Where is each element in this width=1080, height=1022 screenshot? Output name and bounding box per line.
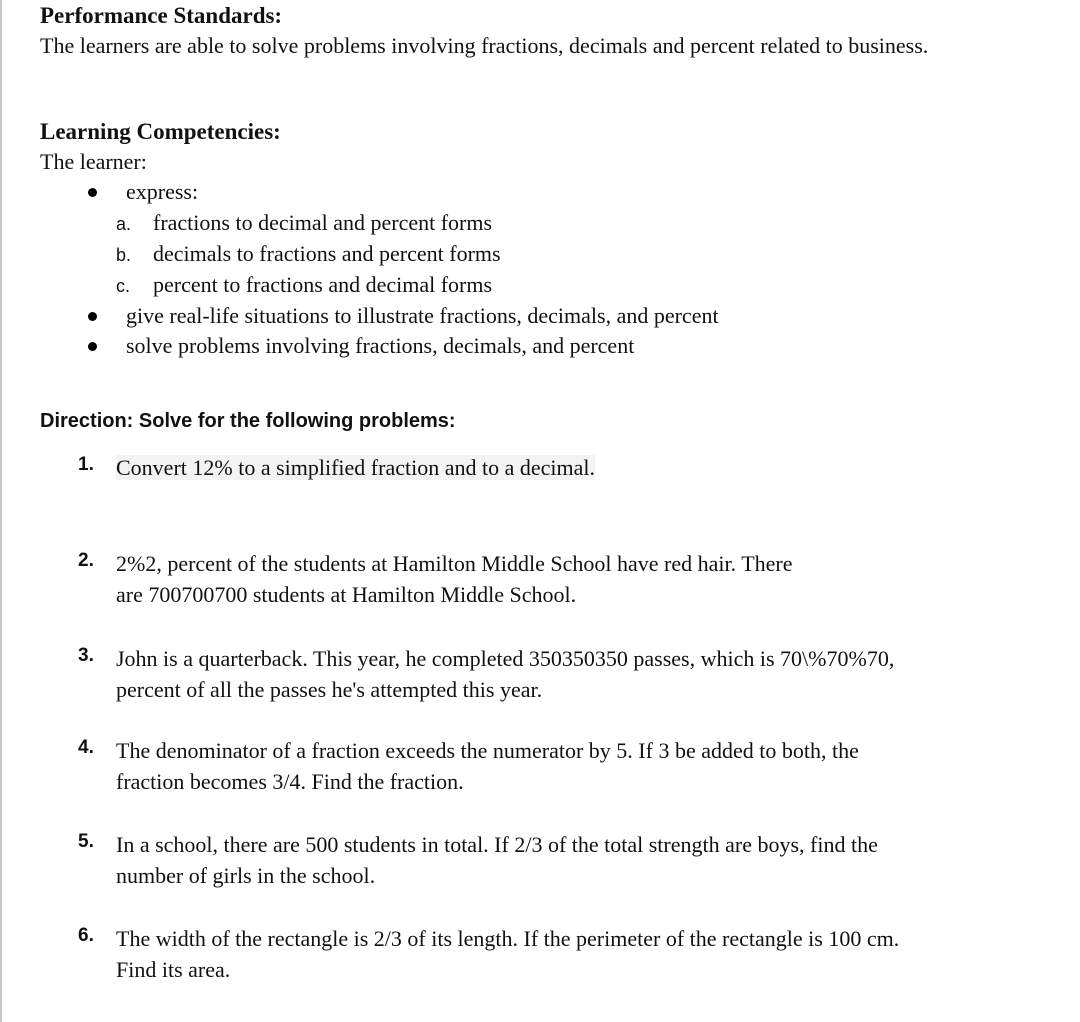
performance-standards-heading: Performance Standards:	[40, 3, 283, 28]
problem-text-line: fraction becomes 3/4. Find the fraction.	[116, 769, 464, 794]
problem-text	[116, 643, 1036, 705]
sub-item-text: fractions to decimal and percent forms	[153, 210, 493, 235]
problem-text-line: number of girls in the school.	[116, 863, 376, 888]
bullet-dot-icon	[88, 342, 97, 351]
problem-text-line: Convert 12% to a simplified fraction and to a decimal.	[116, 455, 595, 480]
problem-text-line: are 700700700 students at Hamilton Middle School.	[116, 582, 577, 607]
sub-item-text: decimals to fractions and percent forms	[153, 241, 501, 266]
problem-number: 6.	[78, 925, 94, 946]
bullet-dot-icon	[88, 312, 97, 321]
bullet-dot-icon	[88, 188, 97, 197]
problem-text	[116, 452, 1036, 483]
problem-number: 3.	[78, 645, 94, 666]
problem-text-line: Find its area.	[116, 957, 231, 982]
problem-number: 4.	[78, 737, 94, 758]
performance-standards-text: The learners are able to solve problems involving fractions, decimals and percent related to business.	[40, 33, 929, 58]
problem-text-line: percent of all the passes he's attempted this year.	[116, 677, 543, 702]
problem-text-line: The denominator of a fraction exceeds the numerator by 5. If 3 be added to both, the	[116, 738, 859, 763]
sub-item-letter: b.	[116, 245, 132, 265]
competency-bullet-text: express:	[126, 179, 199, 204]
problem-number: 2.	[78, 550, 94, 571]
competency-bullet-text: solve problems involving fractions, decimals, and percent	[126, 333, 635, 358]
competency-bullet-text: give real-life situations to illustrate fractions, decimals, and percent	[126, 303, 719, 328]
sub-item-letter: a.	[116, 214, 132, 234]
direction-heading: Direction: Solve for the following problems:	[40, 410, 456, 432]
problem-text-line: In a school, there are 500 students in total. If 2/3 of the total strength are boys, find the	[116, 832, 878, 857]
problem-text-line: 2%2, percent of the students at Hamilton Middle School have red hair. There	[116, 551, 793, 576]
problem-text	[116, 829, 1036, 891]
problem-text	[116, 923, 1036, 985]
learning-competencies-intro: The learner:	[40, 149, 147, 174]
problem-text	[116, 735, 1036, 797]
sub-item-letter: c.	[116, 276, 131, 296]
sub-item-text: percent to fractions and decimal forms	[153, 272, 493, 297]
problem-number: 1.	[78, 454, 94, 475]
problem-text-line: John is a quarterback. This year, he completed 350350350 passes, which is 70\%70%70,	[116, 646, 895, 671]
problem-text-line: The width of the rectangle is 2/3 of its length. If the perimeter of the rectangle is 100 cm.	[116, 926, 900, 951]
problem-number: 5.	[78, 831, 94, 852]
learning-competencies-heading: Learning Competencies:	[40, 119, 281, 144]
problem-text	[116, 548, 1036, 610]
